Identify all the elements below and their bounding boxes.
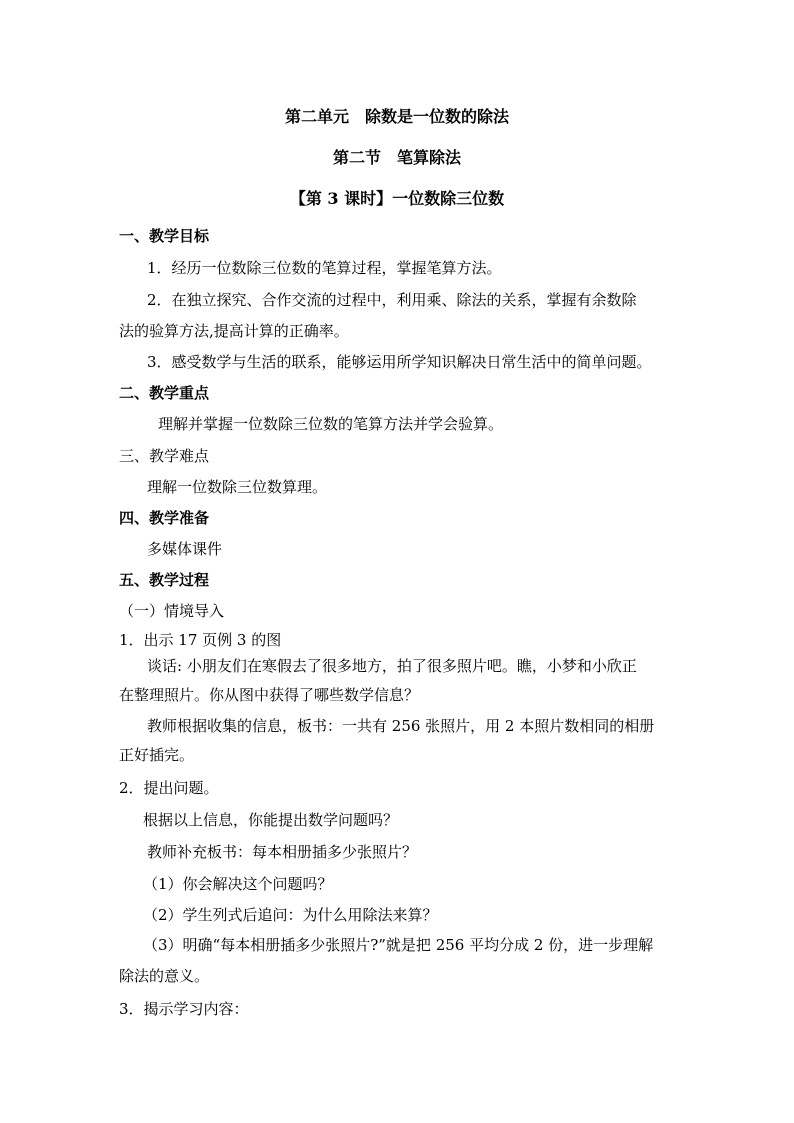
process-step-2d: （2）学生列式后追问：为什么用除法来算？	[143, 906, 438, 924]
objective-2a: 2．在独立探究、合作交流的过程中，利用乘、除法的关系，掌握有余数除	[147, 291, 637, 309]
process-step-2b: 教师补充板书：每本相册插多少张照片？	[147, 843, 418, 861]
process-step-3: 3．揭示学习内容：	[119, 1000, 249, 1018]
difficulties-text: 理解一位数除三位数算理。	[147, 478, 328, 496]
key-points-text: 理解并掌握一位数除三位数的笔算方法并学会验算。	[158, 415, 504, 433]
process-step-2f: 除法的意义。	[119, 967, 210, 985]
heading-preparation: 四、教学准备	[119, 509, 210, 527]
objective-3: 3．感受数学与生活的联系，能够运用所学知识解决日常生活中的简单问题。	[147, 353, 652, 371]
process-step-2e: （3）明确“每本相册插多少张照片?”就是把 256 平均分成 2 份，进一步理解	[143, 936, 654, 954]
heading-objectives: 一、教学目标	[119, 227, 210, 245]
heading-difficulties: 三、教学难点	[119, 447, 210, 465]
process-sub1: （一）情境导入	[119, 602, 225, 620]
heading-process: 五、教学过程	[119, 571, 210, 589]
objective-1: 1．经历一位数除三位数的笔算过程，掌握笔算方法。	[147, 259, 502, 277]
process-step-1b: 在整理照片。你从图中获得了哪些数学信息？	[119, 686, 420, 704]
objective-2b: 法的验算方法,提高计算的正确率。	[119, 322, 349, 340]
process-step-1d: 正好插完。	[119, 746, 195, 764]
process-step-2a: 根据以上信息，你能提出数学问题吗？	[143, 811, 399, 829]
process-step-1c: 教师根据收集的信息，板书：一共有 256 张照片，用 2 本照片数相同的相册	[147, 717, 655, 735]
preparation-text: 多媒体课件	[147, 540, 223, 558]
lesson-title: 【第 3 课时】一位数除三位数	[289, 189, 505, 208]
process-step-2: 2．提出问题。	[119, 779, 219, 797]
process-step-1a: 谈话: 小朋友们在寒假去了很多地方，拍了很多照片吧。瞧，小梦和小欣正	[147, 657, 637, 675]
process-step-2c: （1）你会解决这个问题吗？	[143, 875, 333, 893]
process-step-1: 1．出示 17 页例 3 的图	[119, 631, 282, 649]
heading-key-points: 二、教学重点	[119, 384, 210, 402]
unit-title: 第二单元 除数是一位数的除法	[284, 107, 509, 126]
section-title: 第二节 笔算除法	[332, 148, 461, 167]
